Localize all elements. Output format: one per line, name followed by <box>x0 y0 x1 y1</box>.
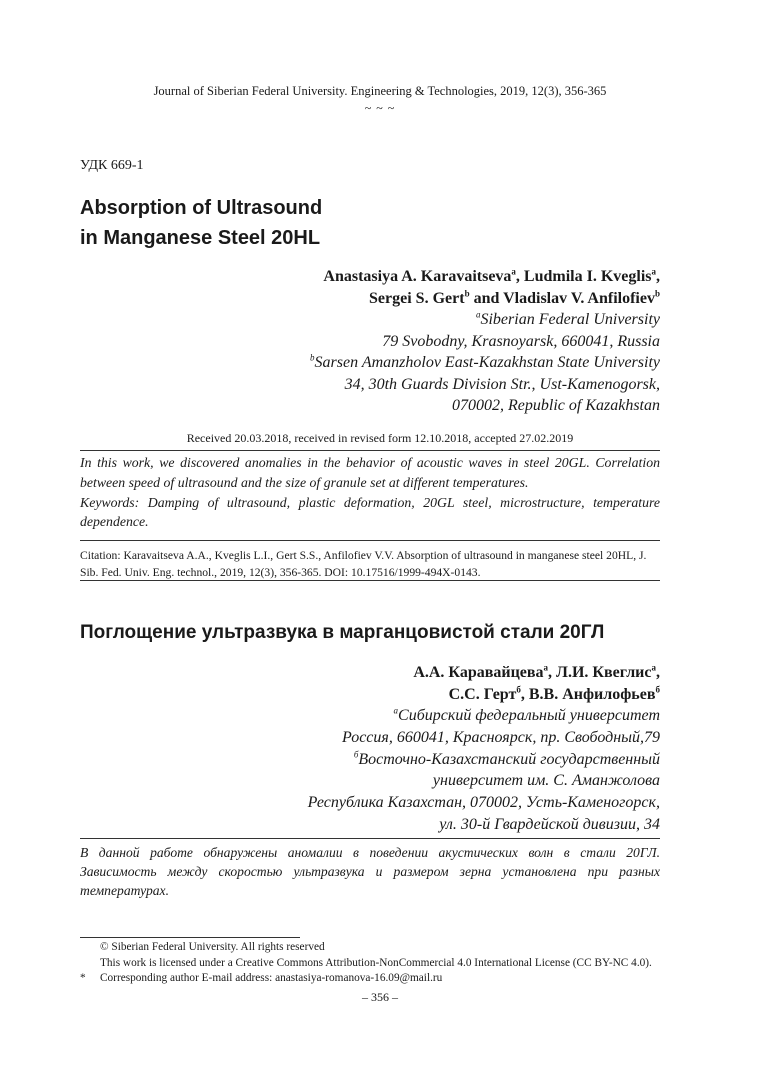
affiliation-text: 34, 30th Guards Division Str., Ust-Kamenogorsk, <box>344 375 660 393</box>
author-name: А.А. Каравайцева <box>413 664 544 681</box>
abstract-en: In this work, we discovered anomalies in the behavior of acoustic waves in steel 20GL. Correlation between speed of ultrasound and the size of granule set at different temperatures. <box>80 455 660 490</box>
author-sep: and <box>469 290 504 307</box>
affiliation-text: Sarsen Amanzholov East-Kazakhstan State University <box>314 354 660 371</box>
affiliation-sup: b <box>310 352 315 363</box>
divider <box>80 838 660 839</box>
divider <box>80 450 660 451</box>
abstract-ru: В данной работе обнаружены аномалии в поведении акустических волн в стали 20ГЛ. Зависимость между скоростью ультразвука и размером зерна установлена при разных температурах. <box>80 845 660 898</box>
author-sup: b <box>464 288 470 299</box>
author-sup: a <box>511 266 516 277</box>
corresponding-author: Corresponding author E-mail address: anastasiya-romanova-16.09@mail.ru <box>100 972 443 984</box>
affiliation-sup: а <box>393 705 399 716</box>
footnote-rule <box>80 937 300 938</box>
author-name: Anastasiya A. Karavaitseva <box>323 268 512 285</box>
journal-header: Journal of Siberian Federal University. Engineering & Technologies, 2019, 12(3), 356-365 <box>153 84 607 98</box>
affiliation-line <box>308 770 660 792</box>
paper-title-en <box>80 193 322 253</box>
affiliation-line <box>308 749 660 771</box>
authors-en <box>323 266 660 310</box>
affiliations-en <box>310 309 660 417</box>
keywords: Keywords: Damping of ultrasound, plastic deformation, 20GL steel, microstructure, temperature dependence. <box>80 495 660 529</box>
affiliation-sup: a <box>475 309 481 320</box>
authors-en-line-1 <box>323 266 660 288</box>
affiliation-text: ул. 30-й Гвардейской дивизии, 34 <box>439 815 660 833</box>
author-sup: б <box>516 684 521 695</box>
authors-ru-line-2 <box>413 684 660 706</box>
affiliation-line <box>310 352 660 374</box>
received-dates: Received 20.03.2018, received in revised form 12.10.2018, accepted 27.02.2019 <box>186 431 574 445</box>
author-sep: , <box>520 686 529 703</box>
affiliation-line <box>310 395 660 417</box>
affiliation-text: Siberian Federal University <box>480 311 660 328</box>
authors-ru-line-1 <box>413 662 660 684</box>
affiliation-text: университет им. С. Аманжолова <box>432 772 660 790</box>
author-sep: , <box>656 664 660 681</box>
udk-code: УДК 669-1 <box>80 158 144 173</box>
author-sep: , <box>515 268 524 285</box>
authors-ru <box>413 662 660 706</box>
author-name: Sergei S. Gert <box>369 290 465 307</box>
author-sep: , <box>656 268 660 285</box>
affiliation-line <box>308 727 660 749</box>
author-sup: а <box>651 662 656 673</box>
affiliation-text: 070002, Republic of Kazakhstan <box>452 397 660 414</box>
affiliation-text: Республика Казахстан, 070002, Усть-Каменогорск, <box>307 794 660 812</box>
footnote-license: This work is licensed under a Creative Commons Attribution-NonCommercial 4.0 International License (CC BY-NC 4.0). <box>100 956 652 969</box>
author-name: Vladislav V. Anfilofiev <box>503 290 655 307</box>
divider <box>80 580 660 581</box>
title-en-line-1: Absorption of Ultrasound <box>80 197 323 219</box>
affiliation-sup: б <box>353 749 359 760</box>
footnote-copyright: © Siberian Federal University. All rights reserved <box>100 941 325 953</box>
footnote-corresponding <box>80 971 680 987</box>
affiliation-line <box>308 705 660 727</box>
divider <box>80 540 660 541</box>
affiliation-line <box>310 309 660 331</box>
affiliation-line <box>308 792 660 814</box>
author-name: В.В. Анфилофьев <box>528 686 656 703</box>
author-sup: а <box>543 662 549 673</box>
author-sup: б <box>655 684 660 695</box>
author-sep: , <box>548 664 557 681</box>
footnotes <box>80 940 680 987</box>
affiliation-text: Сибирский федеральный университет <box>398 707 660 724</box>
header-tilde: ~ ~ ~ <box>364 101 396 115</box>
citation: Citation: Karavaitseva A.A., Kveglis L.I., Gert S.S., Anfilofiev V.V. Absorption of ultrasound in manganese steel 20HL, J. Sib. Fed. Univ. Eng. technol., 2019, 12(3), 356-365. DOI: 10.17516/1999-494X-0143. <box>80 549 647 579</box>
affiliation-text: Россия, 660041, Красноярск, пр. Свободный,79 <box>342 728 660 746</box>
author-name: Ludmila I. Kveglis <box>523 268 652 285</box>
author-name: С.С. Герт <box>448 686 517 703</box>
affiliations-ru <box>308 705 660 836</box>
affiliation-line <box>310 374 660 396</box>
asterisk-mark: * <box>80 972 86 984</box>
affiliation-text: Восточно-Казахстанский государственный <box>358 750 660 768</box>
title-en-line-2: in Manganese Steel 20HL <box>80 227 321 249</box>
affiliation-text: 79 Svobodny, Krasnoyarsk, 660041, Russia <box>382 332 660 350</box>
paper-title-ru: Поглощение ультразвука в марганцовистой стали 20ГЛ <box>80 622 605 643</box>
affiliation-line <box>310 331 660 353</box>
page-number: – 356 – <box>362 990 398 1004</box>
authors-en-line-2 <box>323 288 660 310</box>
author-name: Л.И. Квеглис <box>556 664 652 681</box>
author-sup: a <box>651 266 656 277</box>
author-sup: b <box>654 288 660 299</box>
affiliation-line <box>308 814 660 836</box>
